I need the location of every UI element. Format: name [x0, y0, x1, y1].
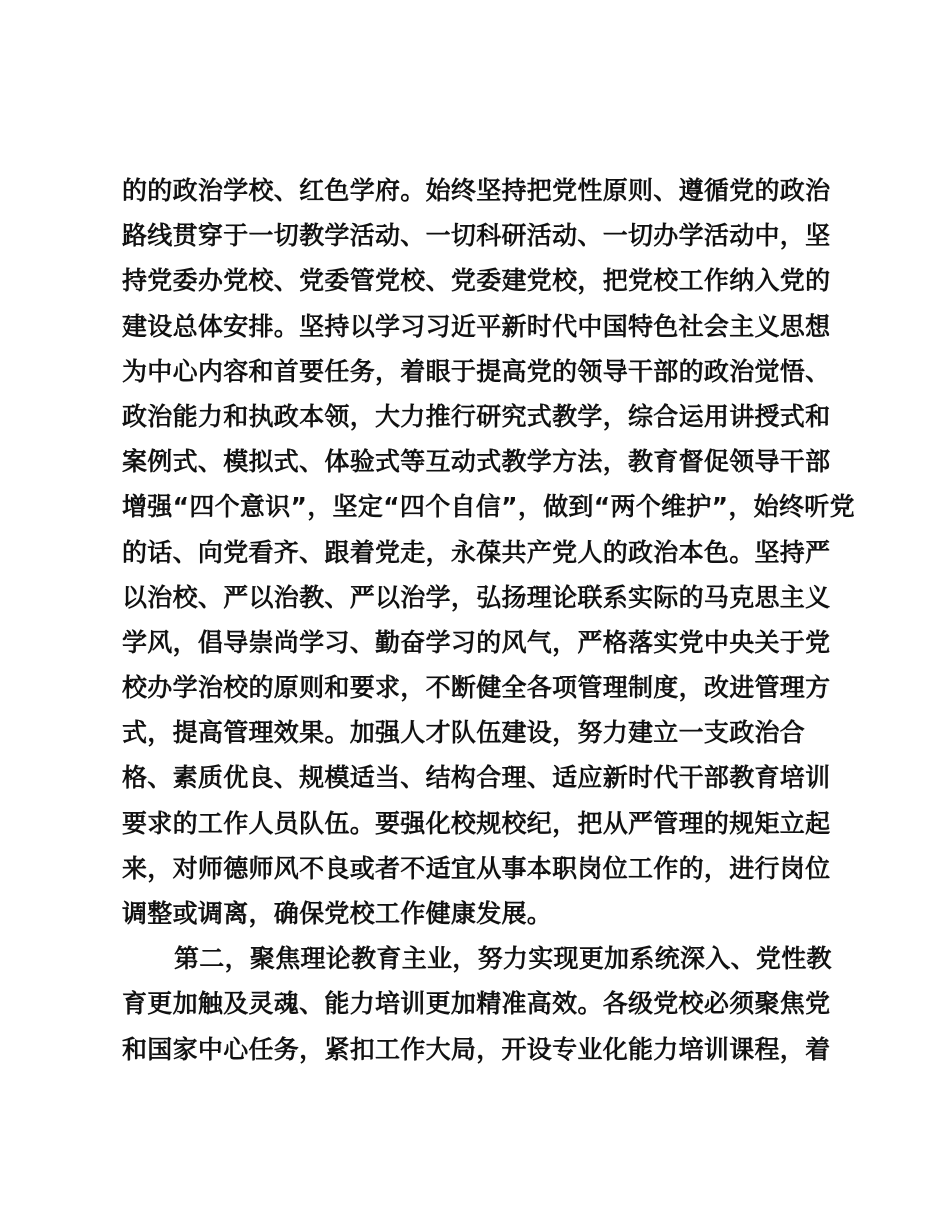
- text-line: 增强“四个意识”，坚定“四个自信”，做到“两个维护”，始终听党: [122, 492, 855, 522]
- text-line: 案例式、模拟式、体验式等互动式教学方法，教育督促领导干部: [122, 447, 831, 477]
- text-line: 育更加触及灵魂、能力培训更加精准高效。各级党校必须聚焦党: [122, 989, 831, 1019]
- text-line: 建设总体安排。坚持以学习习近平新时代中国特色社会主义思想: [122, 311, 831, 341]
- text-line: 式，提高管理效果。加强人才队伍建设，努力建立一支政治合: [122, 718, 806, 748]
- text-line: 要求的工作人员队伍。要强化校规校纪，把从严管理的规矩立起: [122, 808, 831, 838]
- text-line: 来，对师德师风不良或者不适宜从事本职岗位工作的，进行岗位: [122, 853, 831, 883]
- text-line: 政治能力和执政本领，大力推行研究式教学，综合运用讲授式和: [122, 401, 831, 431]
- text-line: 为中心内容和首要任务，着眼于提高党的领导干部的政治觉悟、: [122, 356, 831, 386]
- text-line: 调整或调离，确保党校工作健康发展。: [122, 899, 553, 928]
- text-line: 学风，倡导崇尚学习、勤奋学习的风气，严格落实党中央关于党: [122, 627, 831, 657]
- text-line: 以治校、严以治教、严以治学，弘扬理论联系实际的马克思主义: [122, 582, 831, 612]
- text-line: 的的政治学校、红色学府。始终坚持把党性原则、遵循党的政治: [122, 176, 831, 205]
- text-line: 路线贯穿于一切教学活动、一切科研活动、一切办学活动中，坚: [122, 221, 831, 251]
- text-line: 和国家中心任务，紧扣工作大局，开设专业化能力培训课程，着: [122, 1034, 831, 1064]
- paragraph-start-line: 第二，聚焦理论教育主业，努力实现更加系统深入、党性教: [174, 944, 832, 974]
- body-text: [122, 168, 855, 1072]
- text-line: 格、素质优良、规模适当、结构合理、适应新时代干部教育培训: [122, 763, 831, 793]
- text-line: 校办学治校的原则和要求，不断健全各项管理制度，改进管理方: [122, 673, 831, 703]
- text-line: 持党委办党校、党委管党校、党委建党校，把党校工作纳入党的: [122, 266, 831, 296]
- text-line: 的话、向党看齐、跟着党走，永葆共产党人的政治本色。坚持严: [122, 537, 831, 567]
